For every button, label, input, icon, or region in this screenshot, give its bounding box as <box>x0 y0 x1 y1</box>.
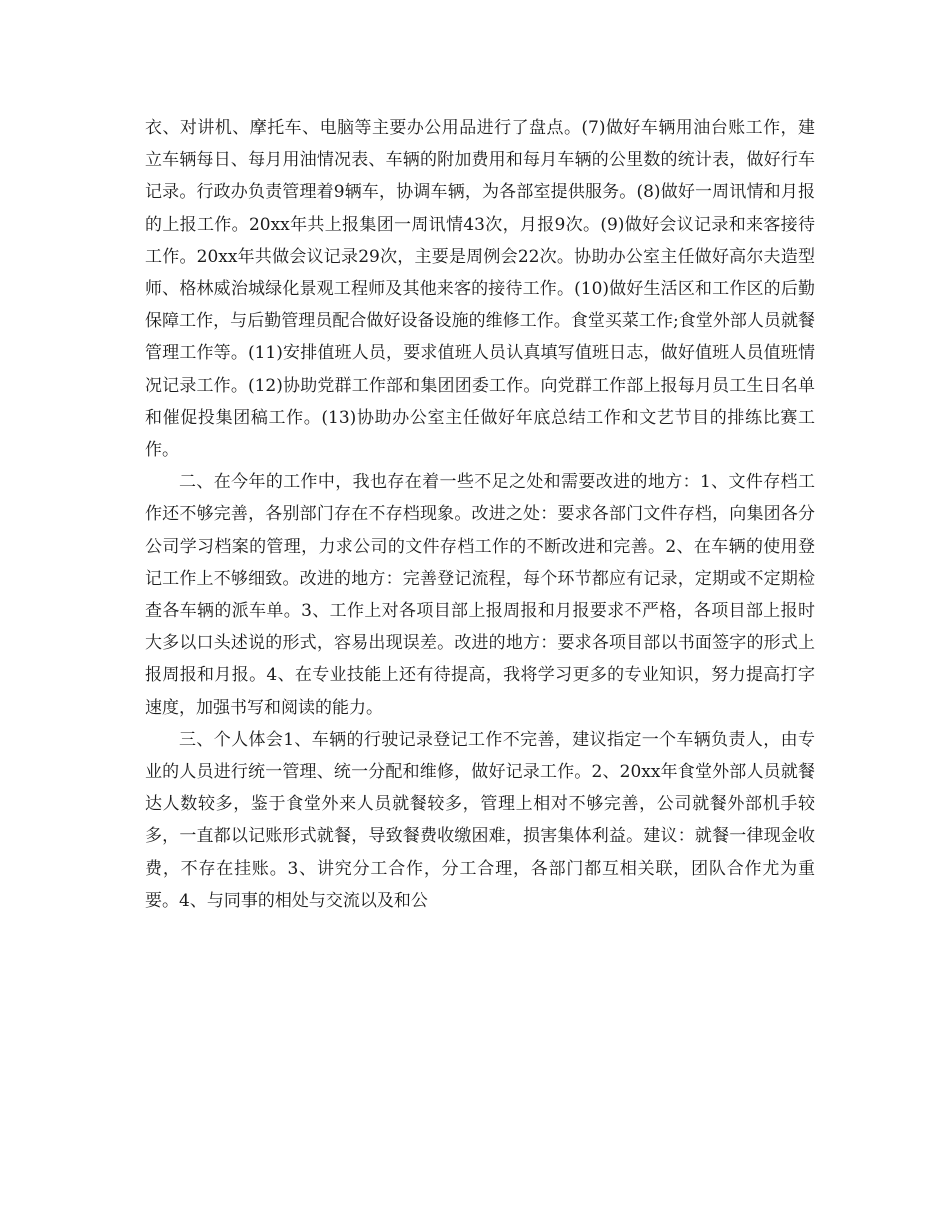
paragraph-shortcomings: 二、在今年的工作中，我也存在着一些不足之处和需要改进的地方：1、文件存档工作还不够完善，各别部门存在不存档现象。改进之处：要求各部门文件存档，向集团各分公司学习档案的管理，力求公司的文件存档工作的不断改进和完善。2、在车辆的使用登记工作上不够细致。改进的地方：完善登记流程，每个环节都应有记录，定期或不定期检查各车辆的派车单。3、工作上对各项目部上报周报和月报要求不严格，各项目部上报时大多以口头述说的形式，容易出现误差。改进的地方：要求各项目部以书面签字的形式上报周报和月报。4、在专业技能上还有待提高，我将学习更多的专业知识，努力提高打字速度，加强书写和阅读的能力。 <box>145 472 815 718</box>
paragraph-personal-experience: 三、个人体会1、车辆的行驶记录登记工作不完善，建议指定一个车辆负责人，由专业的人员进行统一管理、统一分配和维修，做好记录工作。2、20xx年食堂外部人员就餐达人数较多，鉴于食堂外来人员就餐较多，管理上相对不够完善，公司就餐外部机手较多，一直都以记账形式就餐，导致餐费收缴困难，损害集体利益。建议：就餐一律现金收费，不存在挂账。3、讲究分工合作，分工合理，各部门都互相关联，团队合作尤为重要。4、与同事的相处与交流以及和公 <box>145 729 815 911</box>
paragraph-continued: 衣、对讲机、摩托车、电脑等主要办公用品进行了盘点。(7)做好车辆用油台账工作，建立车辆每日、每月用油情况表、车辆的附加费用和每月车辆的公里数的统计表，做好行车记录。行政办负责管理着9辆车，协调车辆，为各部室提供服务。(8)做好一周讯情和月报的上报工作。20xx年共上报集团一周讯情43次，月报9次。(9)做好会议记录和来客接待工作。20xx年共做会议记录29次，主要是周例会22次。协助办公室主任做好高尔夫造型师、格林威治城绿化景观工程师及其他来客的接待工作。(10)做好生活区和工作区的后勤保障工作，与后勤管理员配合做好设备设施的维修工作。食堂买菜工作;食堂外部人员就餐管理工作等。(11)安排值班人员，要求值班人员认真填写值班日志，做好值班人员值班情况记录工作。(12)协助党群工作部和集团团委工作。向党群工作部上报每月员工生日名单和催促投集团稿工作。(13)协助办公室主任做好年底总结工作和文艺节目的排练比赛工作。 <box>145 118 815 461</box>
document-body <box>145 112 815 917</box>
